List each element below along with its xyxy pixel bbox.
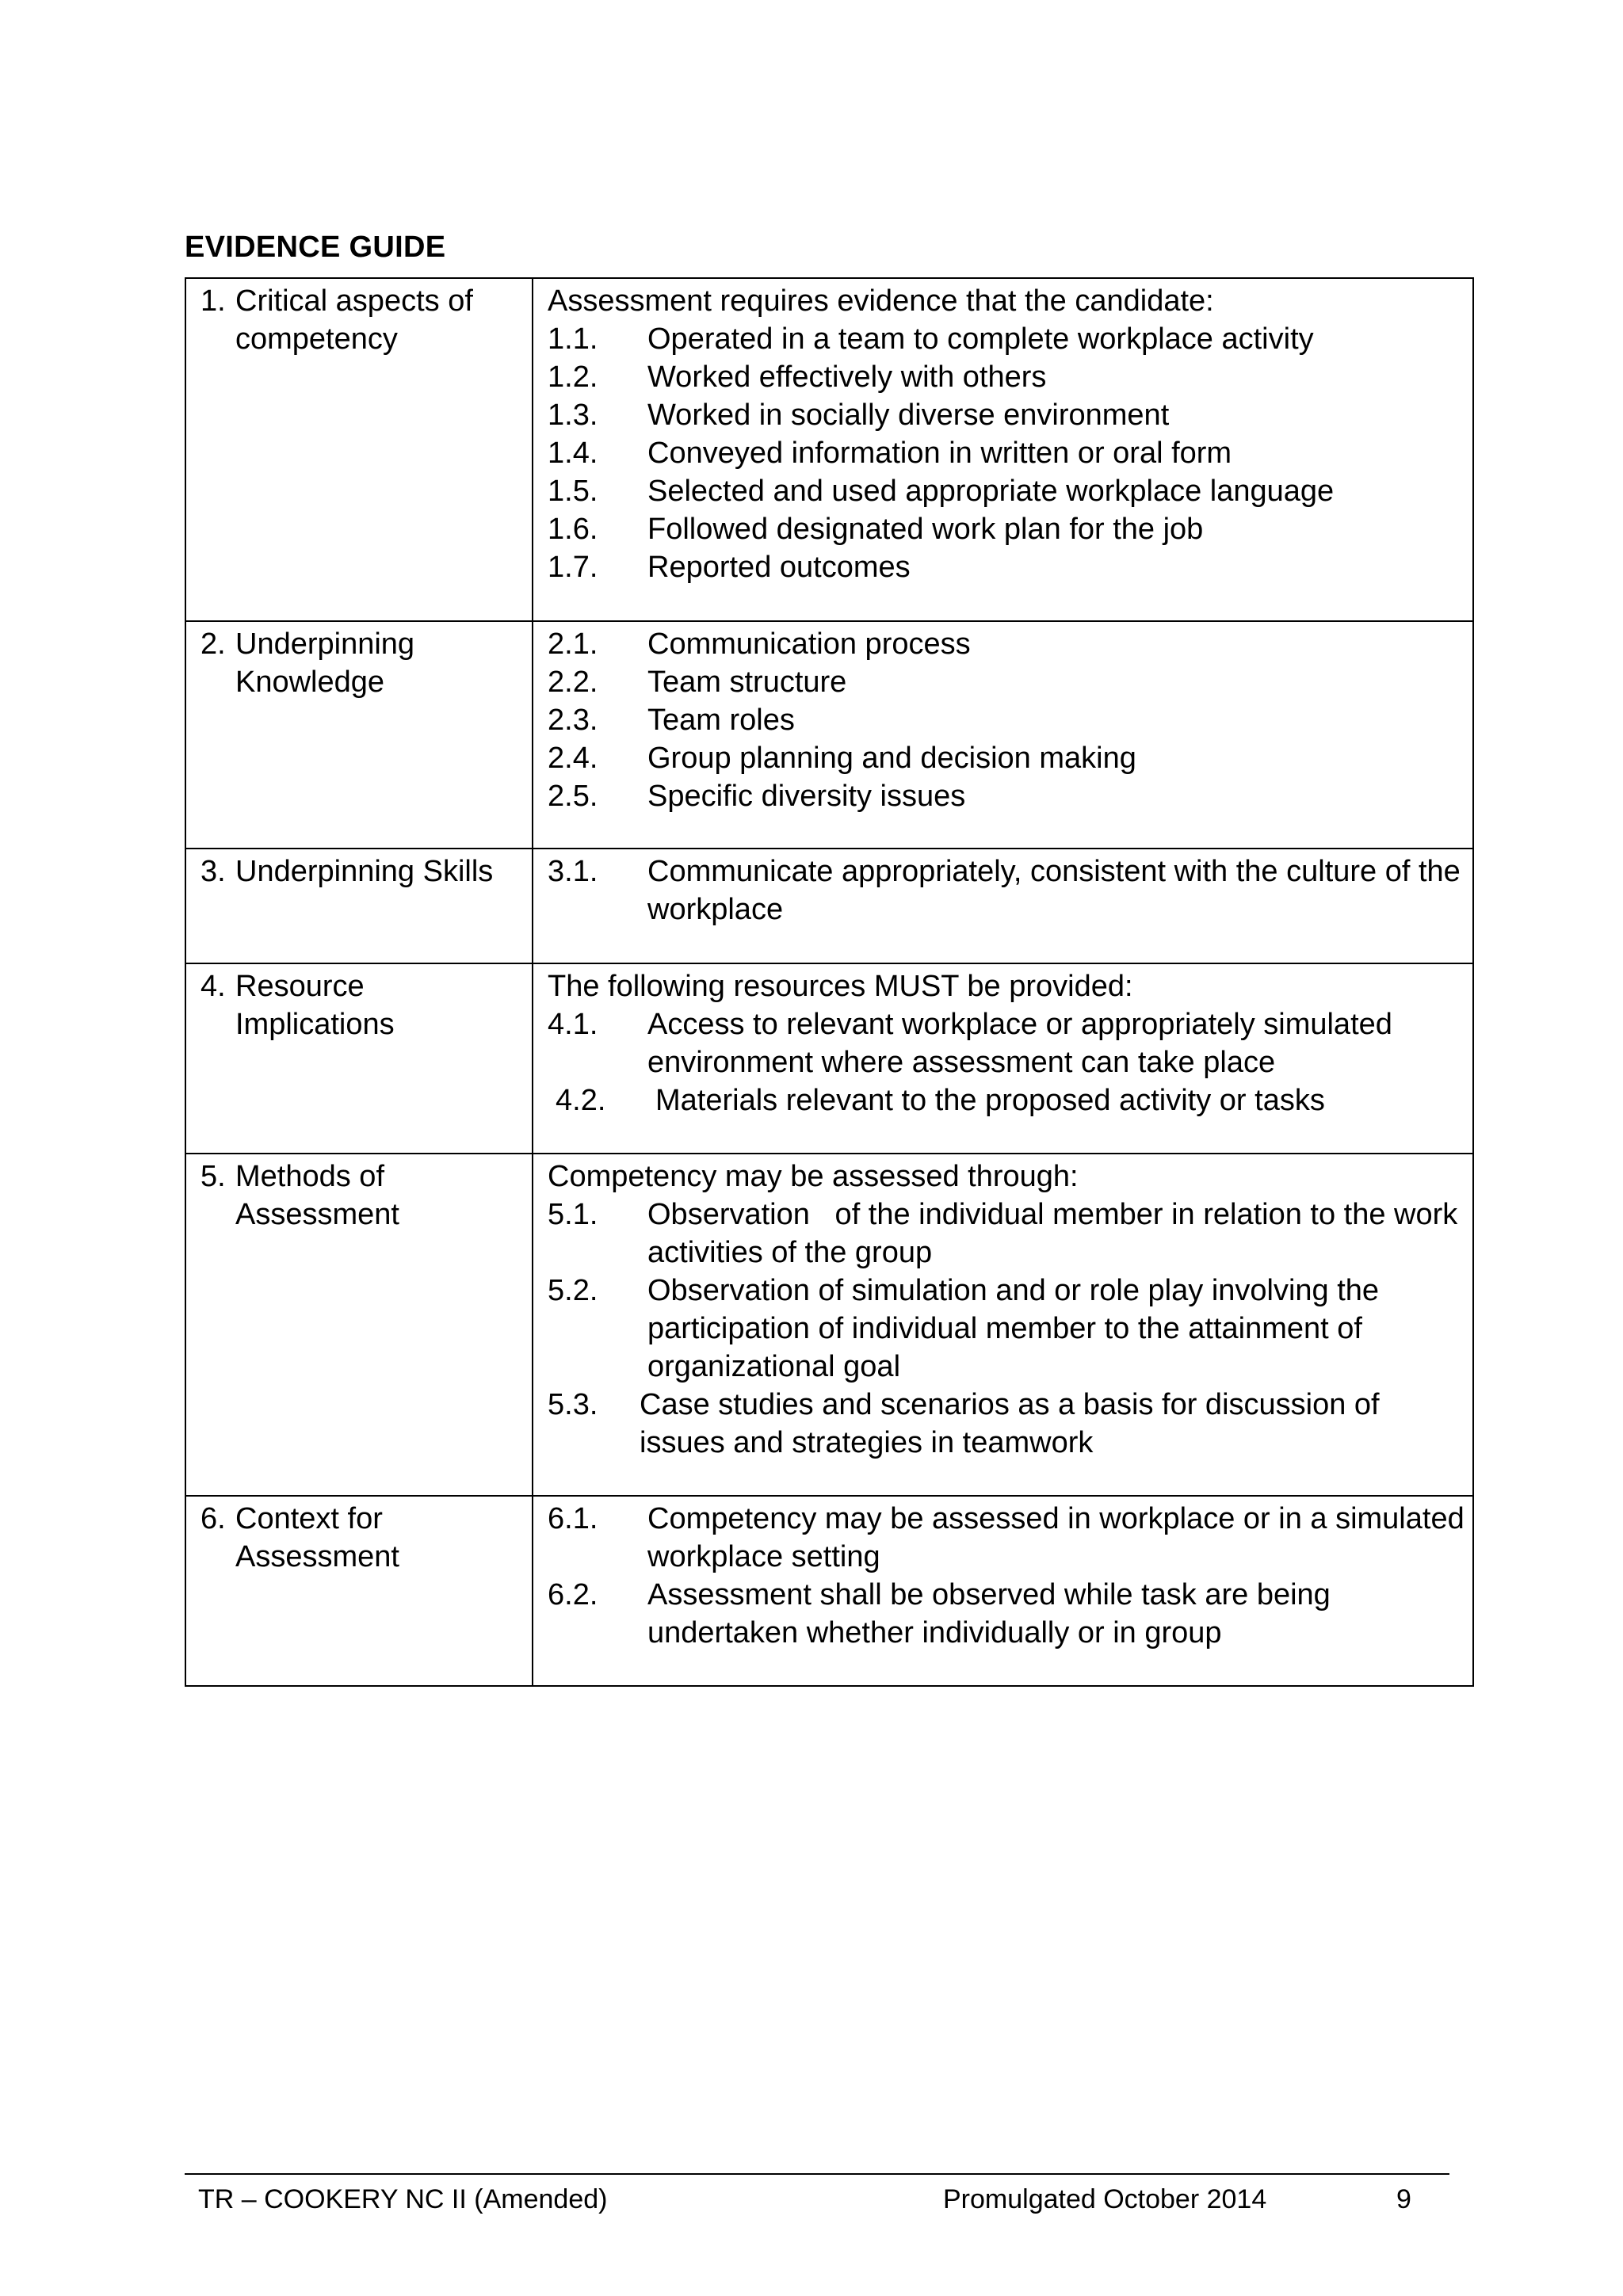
item-number: 1.5. xyxy=(548,475,598,508)
item-text: Specific diversity issues xyxy=(647,780,966,813)
table-row xyxy=(185,621,1473,849)
row-number: 4. xyxy=(200,970,226,1003)
list-item xyxy=(548,1081,1465,1119)
item-text: Worked in socially diverse environment xyxy=(647,399,1170,432)
row-label-cell xyxy=(185,278,533,621)
item-number: 2.1. xyxy=(548,627,598,661)
item-number: 2.4. xyxy=(548,742,598,775)
list-item xyxy=(548,1576,1465,1652)
list-item xyxy=(548,510,1465,548)
item-number: 3.1. xyxy=(548,855,598,888)
item-text: Team roles xyxy=(647,704,795,737)
item-number: 5.1. xyxy=(548,1198,598,1231)
row-content-cell xyxy=(533,963,1473,1154)
item-text: Case studies and scenarios as a basis for discussion of issues and strategies in teamwork xyxy=(640,1388,1380,1459)
item-text: Observation of simulation and or role play involving the participation of individual member to the attainment of organizational goal xyxy=(647,1274,1380,1383)
row-intro: Assessment requires evidence that the candidate: xyxy=(548,284,1214,318)
item-text: Group planning and decision making xyxy=(647,742,1136,775)
list-item xyxy=(548,320,1465,358)
row-number: 6. xyxy=(200,1502,226,1535)
list-item xyxy=(548,1500,1465,1576)
list-item xyxy=(548,625,1465,663)
item-text: Communication process xyxy=(647,627,971,661)
footer-document-title: TR – COOKERY NC II (Amended) xyxy=(198,2184,608,2214)
row-label: Underpinning Skills xyxy=(235,855,494,888)
list-item xyxy=(548,852,1465,929)
item-text: Competency may be assessed in workplace or in a simulated workplace setting xyxy=(647,1502,1465,1573)
list-item xyxy=(548,472,1465,510)
table-row xyxy=(185,1496,1473,1686)
row-number: 1. xyxy=(200,284,226,318)
list-item xyxy=(548,396,1465,434)
table-row xyxy=(185,963,1473,1154)
item-number: 4.2. xyxy=(556,1084,606,1117)
row-label-cell xyxy=(185,621,533,849)
item-number: 5.2. xyxy=(548,1274,598,1307)
row-number: 5. xyxy=(200,1160,226,1193)
item-text: Communicate appropriately, consistent with the culture of the workplace xyxy=(647,855,1461,926)
item-number: 6.2. xyxy=(548,1578,598,1611)
evidence-guide-table xyxy=(185,277,1474,1687)
row-content-cell xyxy=(533,621,1473,849)
list-item xyxy=(548,548,1465,586)
item-text: Assessment shall be observed while task are being undertaken whether individually or in group xyxy=(647,1578,1331,1650)
footer-promulgation-date: Promulgated October 2014 xyxy=(943,2184,1267,2214)
item-text: Operated in a team to complete workplace activity xyxy=(647,322,1314,356)
item-text: Worked effectively with others xyxy=(647,360,1047,394)
item-number: 2.3. xyxy=(548,704,598,737)
list-item xyxy=(548,739,1465,777)
row-label: Context for Assessment xyxy=(235,1502,399,1573)
item-text: Selected and used appropriate workplace language xyxy=(647,475,1335,508)
list-item xyxy=(548,777,1465,815)
item-text: Team structure xyxy=(647,666,847,699)
list-item xyxy=(548,434,1465,472)
table-row xyxy=(185,849,1473,963)
row-label: Resource Implications xyxy=(235,970,395,1041)
item-number: 2.2. xyxy=(548,666,598,699)
item-text: Reported outcomes xyxy=(647,551,911,584)
list-item xyxy=(548,701,1465,739)
item-number: 1.4. xyxy=(548,437,598,470)
row-content-cell xyxy=(533,278,1473,621)
item-text: Access to relevant workplace or appropriately simulated environment where assessment can take place xyxy=(647,1008,1392,1079)
item-number: 2.5. xyxy=(548,780,598,813)
row-content-cell xyxy=(533,849,1473,963)
row-label: Underpinning Knowledge xyxy=(235,627,415,699)
row-label-cell xyxy=(185,1496,533,1686)
row-number: 3. xyxy=(200,855,226,888)
page-heading: EVIDENCE GUIDE xyxy=(185,231,446,264)
row-number: 2. xyxy=(200,627,226,661)
row-label: Methods of Assessment xyxy=(235,1160,399,1231)
item-text: Followed designated work plan for the job xyxy=(647,513,1204,546)
list-item xyxy=(548,1272,1465,1386)
list-item xyxy=(548,1005,1465,1081)
row-label-cell xyxy=(185,849,533,963)
table-row xyxy=(185,1154,1473,1496)
row-content-cell xyxy=(533,1496,1473,1686)
item-number: 1.3. xyxy=(548,399,598,432)
item-text: Materials relevant to the proposed activity or tasks xyxy=(655,1084,1325,1117)
table-row xyxy=(185,278,1473,621)
item-text: Observation of the individual member in relation to the work activities of the group xyxy=(647,1198,1466,1269)
item-text: Conveyed information in written or oral form xyxy=(647,437,1232,470)
item-number: 1.7. xyxy=(548,551,598,584)
item-number: 5.3. xyxy=(548,1388,598,1421)
list-item xyxy=(548,663,1465,701)
item-number: 1.2. xyxy=(548,360,598,394)
item-number: 4.1. xyxy=(548,1008,598,1041)
row-intro: The following resources MUST be provided: xyxy=(548,970,1133,1003)
item-number: 6.1. xyxy=(548,1502,598,1535)
list-item xyxy=(548,1196,1465,1272)
item-number: 1.6. xyxy=(548,513,598,546)
footer-divider xyxy=(185,2173,1449,2175)
row-label-cell xyxy=(185,963,533,1154)
item-number: 1.1. xyxy=(548,322,598,356)
row-intro: Competency may be assessed through: xyxy=(548,1160,1079,1193)
list-item xyxy=(548,1386,1465,1462)
page-number: 9 xyxy=(1396,2184,1411,2214)
row-content-cell xyxy=(533,1154,1473,1496)
row-label-cell xyxy=(185,1154,533,1496)
row-label: Critical aspects of competency xyxy=(235,284,473,356)
list-item xyxy=(548,358,1465,396)
